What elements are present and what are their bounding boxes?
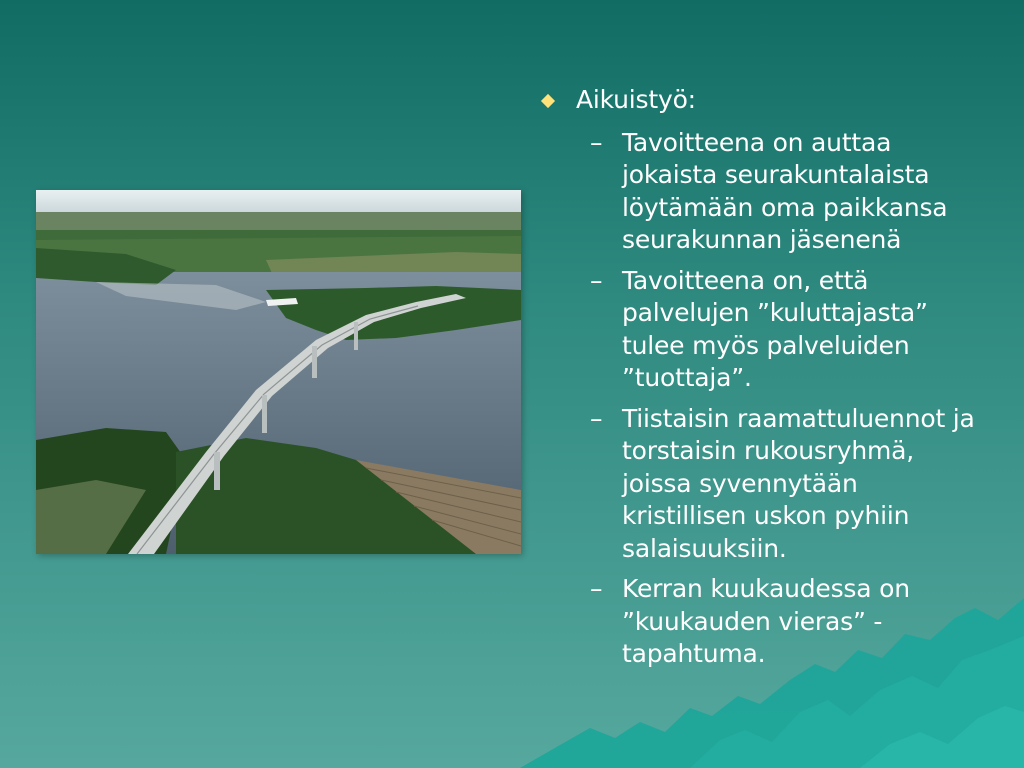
list-item xyxy=(538,127,978,257)
dash-marker: – xyxy=(590,127,603,157)
dash-marker: – xyxy=(590,265,603,295)
list-item xyxy=(538,573,978,671)
list-item-text: Tavoitteena on auttaa jokaista seurakuntalaista löytämään oma paikkansa seurakunnan jäsenenä xyxy=(622,127,948,254)
section-heading: Aikuistyö: xyxy=(576,85,696,114)
list-item-text: Tiistaisin raamattuluennot ja torstaisin rukousryhmä, joissa syvennytään kristillisen uskon pyhiin salaisuuksiin. xyxy=(622,403,975,563)
sub-bullet-list xyxy=(538,127,978,671)
dash-marker: – xyxy=(590,403,603,433)
list-item xyxy=(538,403,978,566)
dash-marker: – xyxy=(590,574,603,603)
list-item xyxy=(538,265,978,395)
heading-bullet xyxy=(538,84,978,117)
bullet-list xyxy=(538,84,978,679)
list-item-text: Tavoitteena on, että palvelujen ”kuluttajasta” tulee myös palveluiden ”tuottaja”. xyxy=(622,265,928,392)
bridge-lake-photo xyxy=(36,190,521,554)
list-item-text: Kerran kuukaudessa on ”kuukauden vieras” - tapahtuma. xyxy=(622,574,910,668)
diamond-icon xyxy=(541,94,555,108)
